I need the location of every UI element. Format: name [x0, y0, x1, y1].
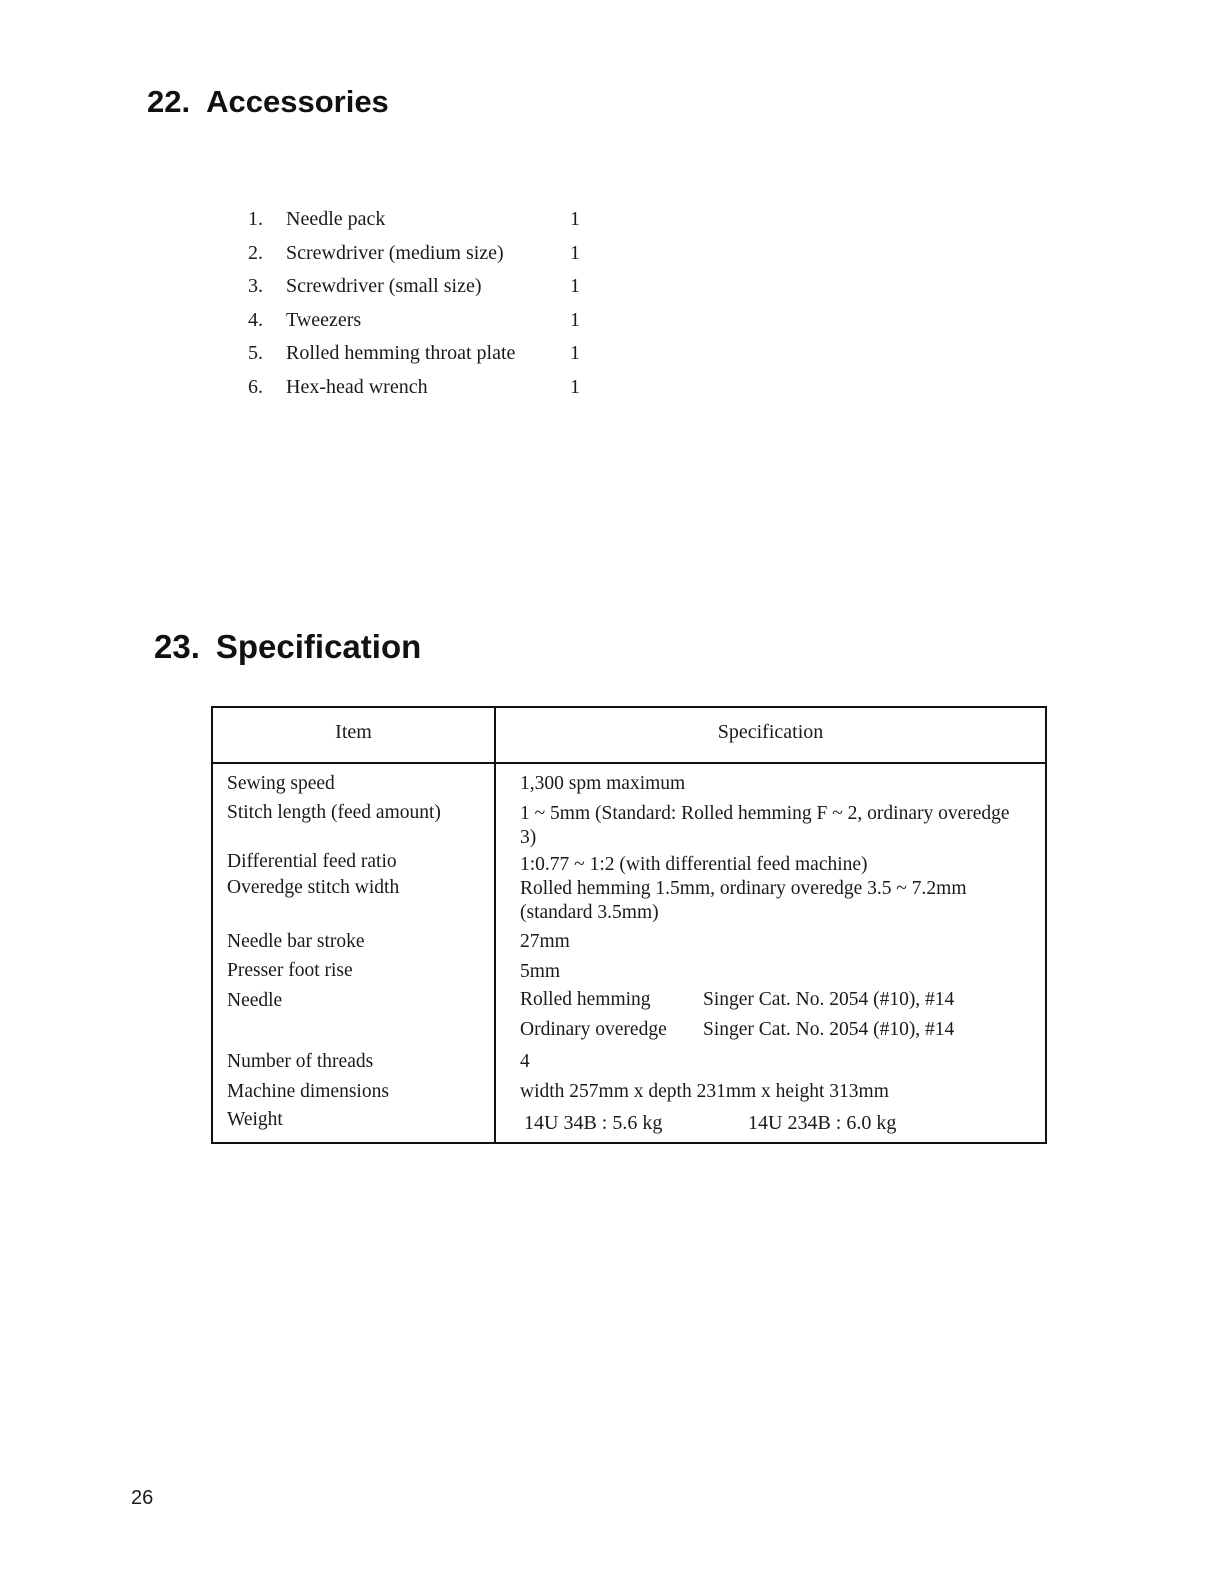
- item-weight: Weight: [227, 1109, 283, 1130]
- needle-part-number: Singer Cat. No. 2054 (#10), #14: [703, 1019, 955, 1040]
- section-number: 22.: [147, 84, 191, 119]
- spec-sewing-speed: 1,300 spm maximum: [520, 773, 686, 794]
- specification-table: [211, 706, 1047, 1144]
- item-label: Needle pack: [286, 208, 386, 230]
- item-quantity: 1: [570, 275, 580, 298]
- item-needle-bar-stroke: Needle bar stroke: [227, 931, 365, 952]
- page-number: 26: [131, 1487, 154, 1509]
- spec-stitch-length: 1 ~ 5mm (Standard: Rolled hemming F ~ 2, ordinary overedge 3): [520, 803, 1010, 848]
- item-quantity: 1: [570, 208, 580, 230]
- list-item: [240, 205, 600, 239]
- item-label: Hex-head wrench: [286, 375, 428, 398]
- item-number: 2.: [248, 241, 263, 264]
- spec-needle-bar-stroke: 27mm: [520, 931, 570, 952]
- list-item: [240, 239, 600, 273]
- list-item: [240, 373, 600, 407]
- item-quantity: 1: [570, 375, 580, 398]
- item-number: 4.: [248, 308, 263, 331]
- list-item: [240, 272, 600, 306]
- item-machine-dimensions: Machine dimensions: [227, 1081, 389, 1102]
- item-sewing-speed: Sewing speed: [227, 773, 335, 794]
- table-header: [213, 708, 1045, 764]
- column-header-item: Item: [335, 721, 372, 743]
- needle-type: Ordinary overedge: [520, 1019, 667, 1040]
- item-number: 3.: [248, 275, 263, 298]
- item-stitch-length: Stitch length (feed amount): [227, 802, 441, 823]
- section-23-heading: [154, 628, 421, 666]
- spec-number-of-threads: 4: [520, 1051, 530, 1072]
- item-quantity: 1: [570, 308, 580, 331]
- item-label: Rolled hemming throat plate: [286, 342, 516, 365]
- accessories-list: [240, 205, 600, 407]
- item-quantity: 1: [570, 342, 580, 365]
- list-item: [240, 306, 600, 340]
- weight-model-b: 14U 234B : 6.0 kg: [748, 1112, 897, 1134]
- list-item: [240, 339, 600, 373]
- weight-model-a: 14U 34B : 5.6 kg: [524, 1112, 663, 1134]
- column-divider: [494, 708, 496, 1142]
- section-22-heading: [147, 84, 389, 120]
- spec-differential-feed-ratio: 1:0.77 ~ 1:2 (with differential feed machine): [520, 854, 868, 875]
- section-number: 23.: [154, 628, 200, 665]
- spec-overedge-stitch-width: Rolled hemming 1.5mm, ordinary overedge 3.5 ~ 7.2mm (standard 3.5mm): [520, 878, 967, 923]
- item-number: 1.: [248, 208, 263, 230]
- item-needle: Needle: [227, 990, 283, 1011]
- item-number-of-threads: Number of threads: [227, 1051, 374, 1072]
- item-label: Tweezers: [286, 308, 362, 331]
- spec-presser-foot-rise: 5mm: [520, 961, 561, 982]
- needle-part-number: Singer Cat. No. 2054 (#10), #14: [703, 989, 955, 1010]
- item-number: 5.: [248, 342, 263, 365]
- item-label: Screwdriver (small size): [286, 275, 482, 298]
- item-number: 6.: [248, 375, 263, 398]
- item-differential-feed-ratio: Differential feed ratio: [227, 851, 397, 872]
- item-quantity: 1: [570, 241, 580, 264]
- item-presser-foot-rise: Presser foot rise: [227, 960, 353, 981]
- section-title: Accessories: [206, 84, 389, 119]
- item-label: Screwdriver (medium size): [286, 241, 504, 264]
- item-overedge-stitch-width: Overedge stitch width: [227, 877, 400, 898]
- column-header-specification: Specification: [717, 721, 824, 743]
- spec-machine-dimensions: width 257mm x depth 231mm x height 313mm: [520, 1081, 889, 1102]
- needle-type: Rolled hemming: [520, 989, 651, 1010]
- section-title: Specification: [215, 628, 422, 665]
